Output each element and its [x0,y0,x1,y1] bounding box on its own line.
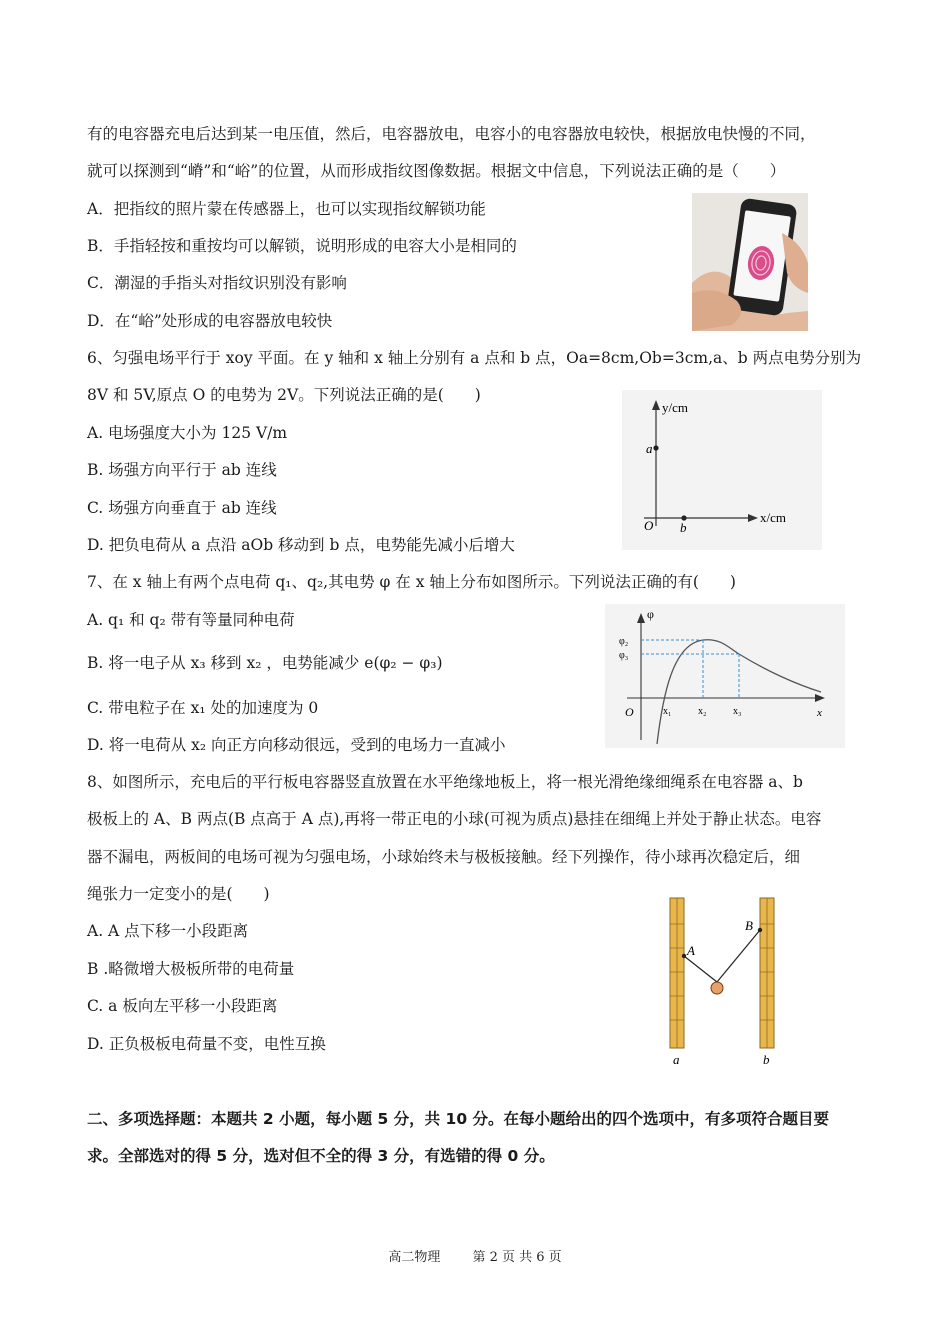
q7-option-b: B. 将一电子从 x₃ 移到 x₂ ，电势能减少 e(φ₂ − φ₃) [87,654,443,672]
q8-option-a: A. A 点下移一小段距离 [87,922,249,940]
q5-option-b: B．手指轻按和重按均可以解锁，说明形成的电容大小是相同的 [87,237,517,255]
q8-stem-line-4: 绳张力一定变小的是( ) [87,885,270,903]
section2-heading-line-2: 求。全部选对的得 5 分，选对但不全的得 3 分，有选错的得 0 分。 [87,1147,555,1165]
q8-stem-line-1: 8、如图所示，充电后的平行板电容器竖直放置在水平绝缘地板上，将一根光滑绝缘细绳系在电容器 a、b [87,773,803,791]
page-footer [0,1246,950,1265]
phi3-label: φ₃ [619,650,629,661]
x3-label: x₃ [733,706,742,717]
q8-option-d: D. 正负极板电荷量不变，电性互换 [87,1035,326,1053]
point-a-label: a [646,441,653,456]
q7-option-c: C. 带电粒子在 x₁ 处的加速度为 0 [87,699,319,717]
q5-option-c: C．潮湿的手指头对指纹识别没有影响 [87,274,347,292]
x-axis-label: x [817,707,822,719]
q6-option-a: A. 电场强度大小为 125 V/m [87,424,288,442]
q7-potential-figure [605,604,845,748]
section2-heading-line-1: 二、多项选择题：本题共 2 小题，每小题 5 分，共 10 分。在每小题给出的四个选项中，有多项符合题目要 [87,1110,830,1128]
x2-label: x₂ [698,706,707,717]
charged-ball [711,982,723,994]
q6-coordinate-figure [622,390,822,550]
point-a [653,445,658,450]
label-B: B [745,918,753,933]
q5-option-d: D．在“峪”处形成的电容器放电较快 [87,312,333,330]
q6-stem-line-2: 8V 和 5V,原点 O 的电势为 2V。下列说法正确的是( ) [87,386,481,404]
fingerprint-phone-image [692,193,808,331]
q6-option-c: C. 场强方向垂直于 ab 连线 [87,499,277,517]
q7-option-a: A. q₁ 和 q₂ 带有等量同种电荷 [87,611,295,629]
q6-option-b: B. 场强方向平行于 ab 连线 [87,461,277,479]
label-a: a [673,1052,680,1067]
q7-option-d: D. 将一电荷从 x₂ 向正方向移动很远，受到的电场力一直减小 [87,736,506,754]
intro-line-2: 就可以探测到“嵴”和“峪”的位置，从而形成指纹图像数据。根据文中信息，下列说法正确的是（ ） [87,162,786,180]
q8-stem-line-2: 极板上的 A、B 两点(B 点高于 A 点),再将一带正电的小球(可视为质点)悬挂在细绳上并处于静止状态。电容 [87,810,822,828]
intro-line-1: 有的电容器充电后达到某一电压值，然后，电容器放电，电容小的电容器放电较快，根据放电快慢的不同， [87,125,816,143]
q6-stem-line-1: 6、匀强电场平行于 xoy 平面。在 y 轴和 x 轴上分别有 a 点和 b 点，Oa=8cm,Ob=3cm,a、b 两点电势分别为 [87,349,862,367]
x1-label: x₁ [663,706,672,717]
phi2-label: φ₂ [619,636,629,647]
footer-subject: 高二物理 [388,1250,441,1265]
point-A [682,954,686,958]
q8-option-c: C. a 板向左平移一小段距离 [87,997,278,1015]
point-b-label: b [680,520,687,535]
label-b: b [763,1052,770,1067]
origin-label: O [625,705,634,719]
footer-page-number: 第 2 页 共 6 页 [472,1250,562,1265]
origin-label: O [644,518,654,533]
q5-option-a: A．把指纹的照片蒙在传感器上，也可以实现指纹解锁功能 [87,200,486,218]
q7-stem-line-1: 7、在 x 轴上有两个点电荷 q₁、q₂,其电势 φ 在 x 轴上分布如图所示。下列说法正确的有( ) [87,573,736,591]
q6-option-d: D. 把负电荷从 a 点沿 aOb 移动到 b 点，电势能先减小后增大 [87,536,515,554]
q8-option-b: B .略微增大极板所带的电荷量 [87,960,295,978]
y-axis-label: y/cm [662,400,688,415]
point-B [758,928,762,932]
x-axis-label: x/cm [760,510,786,525]
q8-capacitor-figure [648,884,808,1070]
q8-stem-line-3: 器不漏电，两板间的电场可视为匀强电场，小球始终未与极板接触。经下列操作，待小球再次稳定后，细 [87,848,801,866]
label-A: A [687,943,695,958]
phi-label: φ [647,607,654,621]
